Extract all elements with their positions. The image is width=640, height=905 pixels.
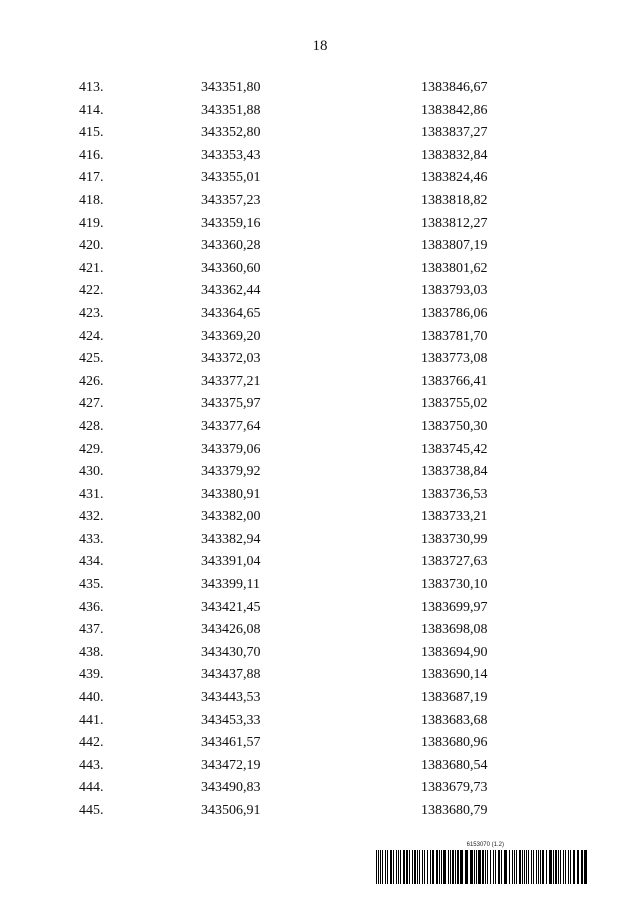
x-coordinate-cell: 343359,16 [201,215,261,231]
table-row [0,122,640,145]
y-coordinate-cell: 1383766,41 [421,373,488,389]
table-row [0,213,640,236]
table-row [0,190,640,213]
y-coordinate-cell: 1383842,86 [421,102,488,118]
table-row [0,529,640,552]
point-number-cell: 439. [79,667,104,683]
table-row [0,687,640,710]
y-coordinate-cell: 1383786,06 [421,305,488,321]
y-coordinate-cell: 1383750,30 [421,418,488,434]
table-row [0,416,640,439]
x-coordinate-cell: 343352,80 [201,125,261,141]
y-coordinate-cell: 1383801,62 [421,260,488,276]
table-row [0,393,640,416]
x-coordinate-cell: 343490,83 [201,780,261,796]
point-number-cell: 432. [79,509,104,525]
point-number-cell: 440. [79,690,104,706]
y-coordinate-cell: 1383733,21 [421,509,488,525]
point-number-cell: 436. [79,599,104,615]
y-coordinate-cell: 1383683,68 [421,712,488,728]
x-coordinate-cell: 343472,19 [201,757,261,773]
x-coordinate-cell: 343379,06 [201,441,261,457]
point-number-cell: 442. [79,735,104,751]
y-coordinate-cell: 1383687,19 [421,690,488,706]
table-row [0,145,640,168]
table-row [0,77,640,100]
point-number-cell: 441. [79,712,104,728]
x-coordinate-cell: 343353,43 [201,147,261,163]
table-row [0,371,640,394]
x-coordinate-cell: 343377,64 [201,418,261,434]
table-row [0,732,640,755]
point-number-cell: 438. [79,644,104,660]
x-coordinate-cell: 343372,03 [201,351,261,367]
table-row [0,348,640,371]
table-row [0,642,640,665]
table-row [0,551,640,574]
x-coordinate-cell: 343382,00 [201,509,261,525]
point-number-cell: 414. [79,102,104,118]
y-coordinate-cell: 1383807,19 [421,238,488,254]
page-number: 18 [312,38,328,54]
y-coordinate-cell: 1383727,63 [421,554,488,570]
point-number-cell: 424. [79,328,104,344]
y-coordinate-cell: 1383680,54 [421,757,488,773]
point-number-cell: 437. [79,622,104,638]
point-number-cell: 413. [79,80,104,95]
y-coordinate-cell: 1383773,08 [421,351,488,367]
table-row [0,800,640,823]
y-coordinate-cell: 1383736,53 [421,486,488,502]
barcode-icon [376,850,590,884]
y-coordinate-cell: 1383680,96 [421,735,488,751]
point-number-cell: 426. [79,373,104,389]
table-row [0,484,640,507]
barcode-label: 6153070 (1.2) [466,842,504,848]
y-coordinate-cell: 1383781,70 [421,328,488,344]
point-number-cell: 422. [79,283,104,299]
x-coordinate-cell: 343362,44 [201,283,261,299]
point-number-cell: 416. [79,147,104,163]
y-coordinate-cell: 1383730,10 [421,577,488,593]
y-coordinate-cell: 1383699,97 [421,599,488,615]
point-number-cell: 443. [79,757,104,773]
table-row [0,235,640,258]
point-number-cell: 435. [79,577,104,593]
x-coordinate-cell: 343369,20 [201,328,261,344]
x-coordinate-cell: 343351,80 [201,80,261,95]
table-row [0,258,640,281]
point-number-cell: 425. [79,351,104,367]
y-coordinate-cell: 1383812,27 [421,215,488,231]
table-row [0,280,640,303]
x-coordinate-cell: 343426,08 [201,622,261,638]
barcode-block [376,842,590,884]
x-coordinate-cell: 343421,45 [201,599,261,615]
x-coordinate-cell: 343443,53 [201,690,261,706]
y-coordinate-cell: 1383755,02 [421,396,488,412]
x-coordinate-cell: 343506,91 [201,803,261,818]
x-coordinate-cell: 343377,21 [201,373,261,389]
point-number-cell: 419. [79,215,104,231]
table-row [0,574,640,597]
x-coordinate-cell: 343360,28 [201,238,261,254]
x-coordinate-cell: 343360,60 [201,260,261,276]
y-coordinate-cell: 1383698,08 [421,622,488,638]
y-coordinate-cell: 1383824,46 [421,170,488,186]
y-coordinate-cell: 1383832,84 [421,147,488,163]
point-number-cell: 423. [79,305,104,321]
x-coordinate-cell: 343355,01 [201,170,261,186]
y-coordinate-cell: 1383793,03 [421,283,488,299]
table-row [0,755,640,778]
x-coordinate-cell: 343375,97 [201,396,261,412]
point-number-cell: 430. [79,464,104,480]
y-coordinate-cell: 1383680,79 [421,803,488,818]
point-number-cell: 428. [79,418,104,434]
y-coordinate-cell: 1383690,14 [421,667,488,683]
x-coordinate-cell: 343357,23 [201,192,261,208]
y-coordinate-cell: 1383730,99 [421,531,488,547]
point-number-cell: 418. [79,192,104,208]
point-number-cell: 429. [79,441,104,457]
x-coordinate-cell: 343399,11 [201,577,260,593]
y-coordinate-cell: 1383846,67 [421,80,488,95]
point-number-cell: 427. [79,396,104,412]
point-number-cell: 434. [79,554,104,570]
point-number-cell: 420. [79,238,104,254]
point-number-cell: 421. [79,260,104,276]
table-row [0,461,640,484]
table-row [0,619,640,642]
table-row [0,664,640,687]
point-number-cell: 431. [79,486,104,502]
table-row [0,506,640,529]
point-number-cell: 415. [79,125,104,141]
table-row [0,597,640,620]
x-coordinate-cell: 343453,33 [201,712,261,728]
y-coordinate-cell: 1383837,27 [421,125,488,141]
x-coordinate-cell: 343437,88 [201,667,261,683]
x-coordinate-cell: 343430,70 [201,644,261,660]
y-coordinate-cell: 1383745,42 [421,441,488,457]
point-number-cell: 444. [79,780,104,796]
y-coordinate-cell: 1383679,73 [421,780,488,796]
x-coordinate-cell: 343379,92 [201,464,261,480]
table-row [0,303,640,326]
table-row [0,100,640,123]
table-row [0,167,640,190]
x-coordinate-cell: 343364,65 [201,305,261,321]
table-row [0,710,640,733]
point-number-cell: 433. [79,531,104,547]
x-coordinate-cell: 343461,57 [201,735,261,751]
point-number-cell: 445. [79,803,104,818]
y-coordinate-cell: 1383738,84 [421,464,488,480]
x-coordinate-cell: 343351,88 [201,102,261,118]
x-coordinate-cell: 343391,04 [201,554,261,570]
table-row [0,326,640,349]
x-coordinate-cell: 343380,91 [201,486,261,502]
y-coordinate-cell: 1383818,82 [421,192,488,208]
coordinates-table [0,77,640,823]
y-coordinate-cell: 1383694,90 [421,644,488,660]
x-coordinate-cell: 343382,94 [201,531,261,547]
point-number-cell: 417. [79,170,104,186]
table-row [0,439,640,462]
table-row [0,777,640,800]
